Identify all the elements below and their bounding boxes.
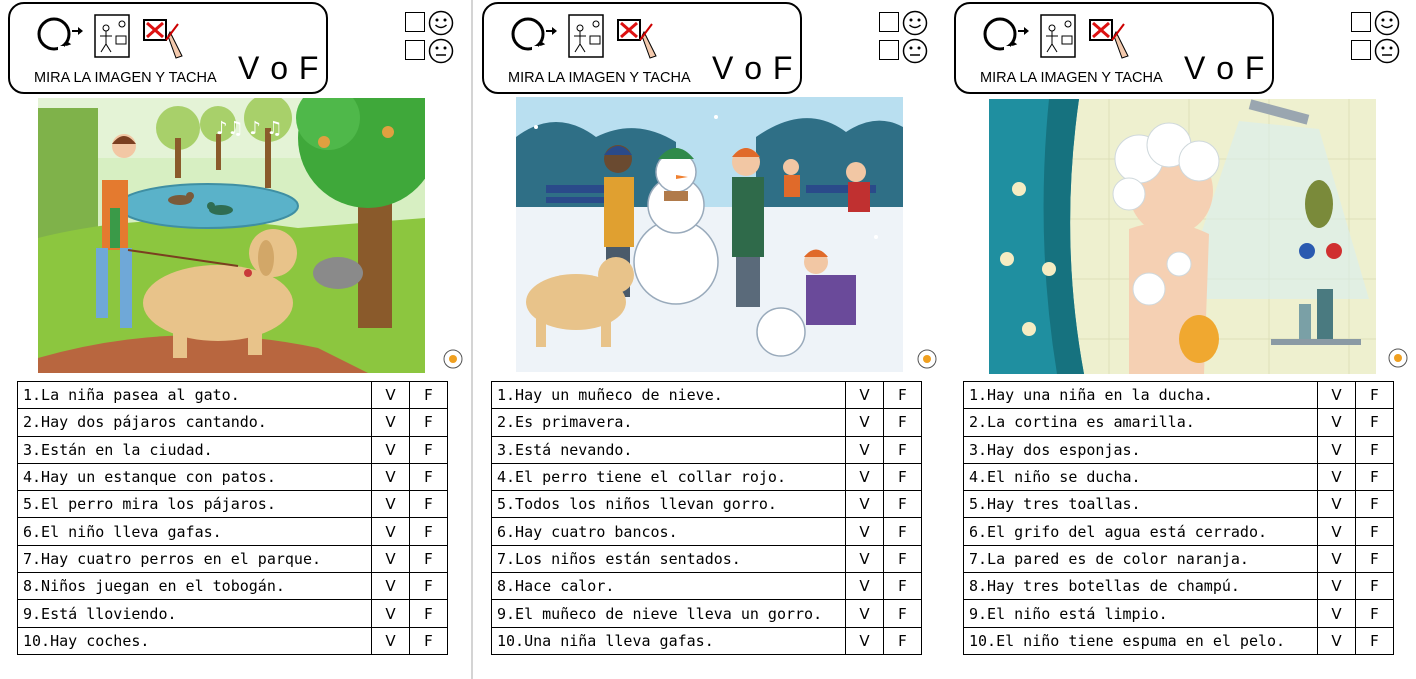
table-row (964, 573, 1394, 600)
question-text: 5.Todos los niños llevan gorro. (492, 491, 846, 518)
happy-checkbox[interactable] (1351, 12, 1371, 32)
table-row (964, 409, 1394, 436)
cross-out-icon (616, 16, 664, 66)
true-option[interactable]: V (846, 382, 884, 409)
true-option[interactable]: V (372, 409, 410, 436)
true-option[interactable]: V (372, 382, 410, 409)
table-row (492, 409, 922, 436)
table-row (964, 545, 1394, 572)
sad-face-icon (428, 38, 454, 68)
table-row (18, 627, 448, 654)
happy-checkbox[interactable] (879, 12, 899, 32)
false-option[interactable]: F (884, 409, 922, 436)
false-option[interactable]: F (410, 491, 448, 518)
question-text: 9.El muñeco de nieve lleva un gorro. (492, 600, 846, 627)
false-option[interactable]: F (410, 600, 448, 627)
sad-checkbox[interactable] (405, 40, 425, 60)
false-option[interactable]: F (410, 382, 448, 409)
table-row (18, 518, 448, 545)
question-text: 4.Hay un estanque con patos. (18, 463, 372, 490)
table-row (18, 600, 448, 627)
false-option[interactable]: F (410, 627, 448, 654)
false-option[interactable]: F (410, 463, 448, 490)
true-option[interactable]: V (1318, 573, 1356, 600)
arasaac-seal-icon (917, 349, 937, 369)
page-divider (471, 0, 473, 679)
question-text: 4.El perro tiene el collar rojo. (492, 463, 846, 490)
true-option[interactable]: V (372, 600, 410, 627)
question-text: 8.Hay tres botellas de champú. (964, 573, 1318, 600)
table-row (18, 491, 448, 518)
happy-checkbox[interactable] (405, 12, 425, 32)
question-text: 7.Los niños están sentados. (492, 545, 846, 572)
true-option[interactable]: V (1318, 436, 1356, 463)
sad-checkbox[interactable] (1351, 40, 1371, 60)
false-option[interactable]: F (410, 436, 448, 463)
false-option[interactable]: F (410, 545, 448, 572)
shower-scene-image (989, 99, 1376, 374)
instruction-text: MIRA LA IMAGEN Y TACHA (508, 70, 691, 86)
true-option[interactable]: V (846, 518, 884, 545)
true-option[interactable]: V (372, 436, 410, 463)
table-row (964, 463, 1394, 490)
question-text: 10.Una niña lleva gafas. (492, 627, 846, 654)
true-false-table (17, 381, 448, 655)
table-row (18, 573, 448, 600)
happy-face-icon (1374, 10, 1400, 40)
table-row (492, 491, 922, 518)
look-picture-icon (1040, 14, 1076, 62)
false-option[interactable]: F (884, 436, 922, 463)
false-option[interactable]: F (1356, 545, 1394, 572)
worksheet-snow (474, 0, 944, 679)
look-picture-icon (568, 14, 604, 62)
table-row (964, 491, 1394, 518)
false-option[interactable]: F (410, 409, 448, 436)
true-option[interactable]: V (846, 600, 884, 627)
false-option[interactable]: F (884, 382, 922, 409)
false-option[interactable]: F (1356, 573, 1394, 600)
false-option[interactable]: F (884, 518, 922, 545)
table-row (18, 382, 448, 409)
true-option[interactable]: V (372, 573, 410, 600)
question-text: 6.El niño lleva gafas. (18, 518, 372, 545)
instruction-text: MIRA LA IMAGEN Y TACHA (980, 70, 1163, 86)
table-row (492, 627, 922, 654)
sad-checkbox[interactable] (879, 40, 899, 60)
speak-icon (982, 14, 1032, 60)
instruction-header (482, 2, 802, 94)
true-false-label: V o F (238, 50, 320, 86)
speak-icon (510, 14, 560, 60)
self-assessment (1351, 10, 1403, 66)
arasaac-seal-icon (443, 349, 463, 369)
table-row (492, 382, 922, 409)
false-option[interactable]: F (410, 518, 448, 545)
happy-face-icon (428, 10, 454, 40)
sad-face-icon (902, 38, 928, 68)
table-row (964, 436, 1394, 463)
question-text: 1.Hay un muñeco de nieve. (492, 382, 846, 409)
park-scene-image (38, 98, 425, 373)
question-text: 2.Es primavera. (492, 409, 846, 436)
look-picture-icon (94, 14, 130, 62)
question-text: 8.Niños juegan en el tobogán. (18, 573, 372, 600)
speak-icon (36, 14, 86, 60)
self-assessment (879, 10, 931, 66)
self-assessment (405, 10, 457, 66)
false-option[interactable]: F (1356, 627, 1394, 654)
instruction-header (8, 2, 328, 94)
question-text: 4.El niño se ducha. (964, 463, 1318, 490)
true-option[interactable]: V (1318, 518, 1356, 545)
question-text: 10.El niño tiene espuma en el pelo. (964, 627, 1318, 654)
true-option[interactable]: V (1318, 463, 1356, 490)
question-text: 1.La niña pasea al gato. (18, 382, 372, 409)
true-option[interactable]: V (372, 627, 410, 654)
true-option[interactable]: V (846, 491, 884, 518)
true-option[interactable]: V (846, 463, 884, 490)
question-text: 1.Hay una niña en la ducha. (964, 382, 1318, 409)
true-false-table (491, 381, 922, 655)
false-option[interactable]: F (884, 491, 922, 518)
true-false-label: V o F (1184, 50, 1266, 86)
instruction-header (954, 2, 1274, 94)
question-text: 7.La pared es de color naranja. (964, 545, 1318, 572)
table-row (492, 573, 922, 600)
worksheet-park (0, 0, 471, 679)
true-option[interactable]: V (1318, 627, 1356, 654)
question-text: 2.La cortina es amarilla. (964, 409, 1318, 436)
true-option[interactable]: V (1318, 409, 1356, 436)
table-row (964, 382, 1394, 409)
question-text: 3.Están en la ciudad. (18, 436, 372, 463)
true-option[interactable]: V (846, 573, 884, 600)
instruction-text: MIRA LA IMAGEN Y TACHA (34, 70, 217, 86)
false-option[interactable]: F (884, 600, 922, 627)
table-row (492, 545, 922, 572)
true-option[interactable]: V (372, 518, 410, 545)
arasaac-seal-icon (1388, 348, 1408, 368)
question-text: 6.El grifo del agua está cerrado. (964, 518, 1318, 545)
false-option[interactable]: F (410, 573, 448, 600)
sad-face-icon (1374, 38, 1400, 68)
question-text: 3.Hay dos esponjas. (964, 436, 1318, 463)
question-text: 2.Hay dos pájaros cantando. (18, 409, 372, 436)
question-text: 9.Está lloviendo. (18, 600, 372, 627)
false-option[interactable]: F (1356, 600, 1394, 627)
cross-out-icon (1088, 16, 1136, 66)
false-option[interactable]: F (1356, 382, 1394, 409)
true-false-label: V o F (712, 50, 794, 86)
true-option[interactable]: V (1318, 491, 1356, 518)
table-row (492, 436, 922, 463)
svg-text:♪♫ ♪ ♫: ♪♫ ♪ ♫ (216, 118, 283, 139)
false-option[interactable]: F (1356, 491, 1394, 518)
question-text: 5.Hay tres toallas. (964, 491, 1318, 518)
table-row (492, 463, 922, 490)
table-row (18, 545, 448, 572)
question-text: 9.El niño está limpio. (964, 600, 1318, 627)
snow-scene-image (516, 97, 903, 372)
table-row (964, 600, 1394, 627)
true-option[interactable]: V (1318, 382, 1356, 409)
table-row (18, 409, 448, 436)
false-option[interactable]: F (884, 463, 922, 490)
happy-face-icon (902, 10, 928, 40)
false-option[interactable]: F (1356, 409, 1394, 436)
false-option[interactable]: F (884, 573, 922, 600)
question-text: 5.El perro mira los pájaros. (18, 491, 372, 518)
true-option[interactable]: V (846, 627, 884, 654)
true-option[interactable]: V (846, 545, 884, 572)
cross-out-icon (142, 16, 190, 66)
false-option[interactable]: F (1356, 518, 1394, 545)
true-option[interactable]: V (1318, 600, 1356, 627)
question-text: 3.Está nevando. (492, 436, 846, 463)
question-text: 8.Hace calor. (492, 573, 846, 600)
true-false-table (963, 381, 1394, 655)
true-option[interactable]: V (372, 545, 410, 572)
true-option[interactable]: V (846, 436, 884, 463)
table-row (492, 518, 922, 545)
question-text: 6.Hay cuatro bancos. (492, 518, 846, 545)
false-option[interactable]: F (1356, 463, 1394, 490)
table-row (964, 518, 1394, 545)
question-text: 10.Hay coches. (18, 627, 372, 654)
true-option[interactable]: V (1318, 545, 1356, 572)
question-text: 7.Hay cuatro perros en el parque. (18, 545, 372, 572)
false-option[interactable]: F (1356, 436, 1394, 463)
table-row (18, 436, 448, 463)
table-row (18, 463, 448, 490)
true-option[interactable]: V (372, 463, 410, 490)
worksheet-shower (946, 0, 1416, 679)
false-option[interactable]: F (884, 627, 922, 654)
table-row (492, 600, 922, 627)
true-option[interactable]: V (372, 491, 410, 518)
false-option[interactable]: F (884, 545, 922, 572)
true-option[interactable]: V (846, 409, 884, 436)
table-row (964, 627, 1394, 654)
